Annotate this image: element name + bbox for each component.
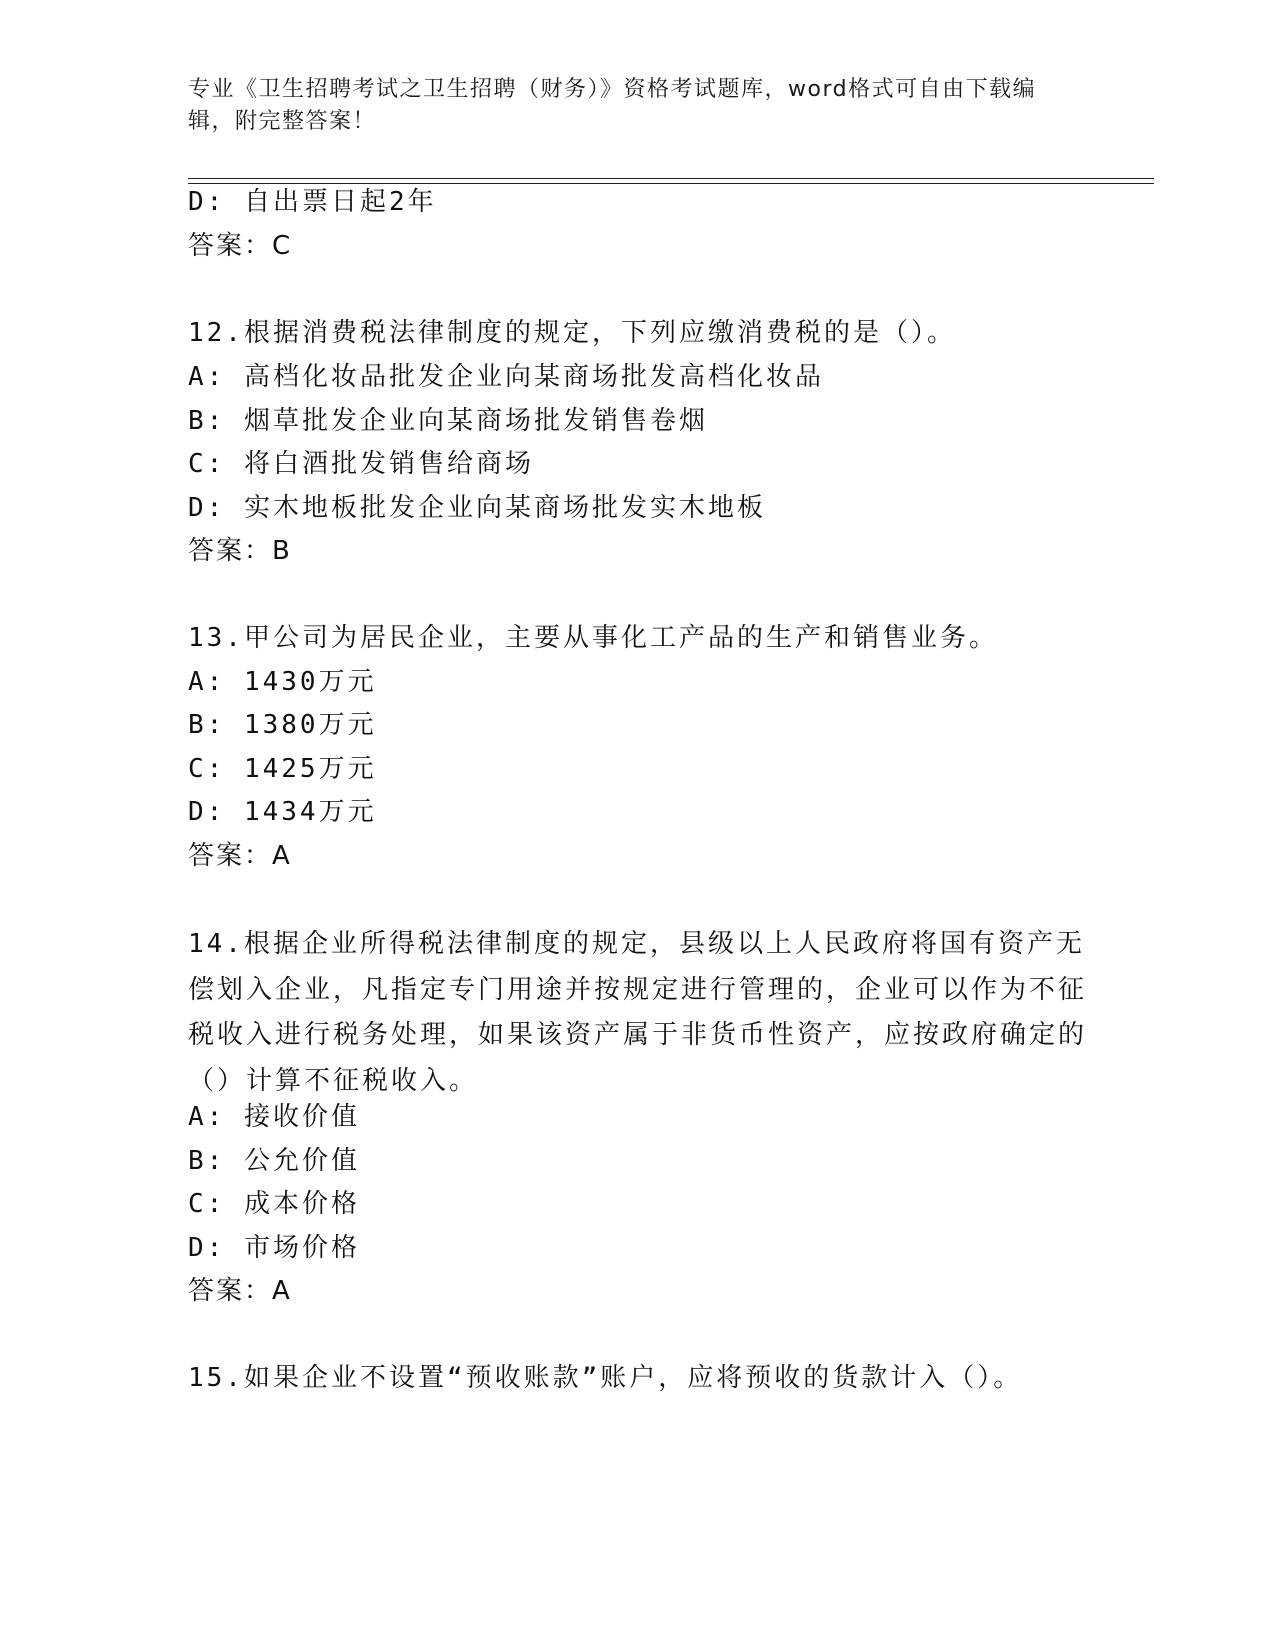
q13-option-a: A: 1430万元	[188, 667, 377, 697]
document-header: 专业《卫生招聘考试之卫生招聘（财务）》资格考试题库，word格式可自由下载编辑，附完整答案！	[188, 77, 1037, 134]
q14-answer: 答案：A	[188, 1276, 292, 1306]
q14-option-a: A: 接收价值	[188, 1102, 360, 1132]
q11-option-d: D: 自出票日起2年	[188, 187, 437, 217]
q14-stem: 14.根据企业所得税法律制度的规定，县级以上人民政府将国有资产无偿划入企业，凡指定专门用途并按规定进行管理的，企业可以作为不征税收入进行税务处理，如果该资产属于非货币性资产，应按政府确定的（）计算不征税收入。	[188, 929, 1088, 1096]
q11-answer: 答案：C	[188, 231, 293, 261]
q13-answer: 答案：A	[188, 841, 292, 871]
q15-stem: 15.如果企业不设置“预收账款”账户，应将预收的货款计入（）。	[188, 1363, 1023, 1393]
q13-stem: 13.甲公司为居民企业，主要从事化工产品的生产和销售业务。	[188, 623, 998, 653]
q12-option-a: A: 高档化妆品批发企业向某商场批发高档化妆品	[188, 362, 824, 392]
q12-option-c: C: 将白酒批发销售给商场	[188, 449, 534, 479]
q13-option-c: C: 1425万元	[188, 754, 377, 784]
q13-option-d: D: 1434万元	[188, 797, 377, 827]
q14-option-b: B: 公允价值	[188, 1146, 360, 1176]
q12-option-b: B: 烟草批发企业向某商场批发销售卷烟	[188, 406, 708, 436]
q12-option-d: D: 实木地板批发企业向某商场批发实木地板	[188, 493, 766, 523]
q14-option-c: C: 成本价格	[188, 1189, 360, 1219]
q12-stem: 12.根据消费税法律制度的规定，下列应缴消费税的是（）。	[188, 318, 956, 348]
q13-option-b: B: 1380万元	[188, 710, 377, 740]
q12-answer: 答案：B	[188, 536, 292, 566]
q14-option-d: D: 市场价格	[188, 1233, 360, 1263]
header-rule-top	[188, 178, 1154, 179]
header-rule-bottom	[188, 183, 1154, 184]
